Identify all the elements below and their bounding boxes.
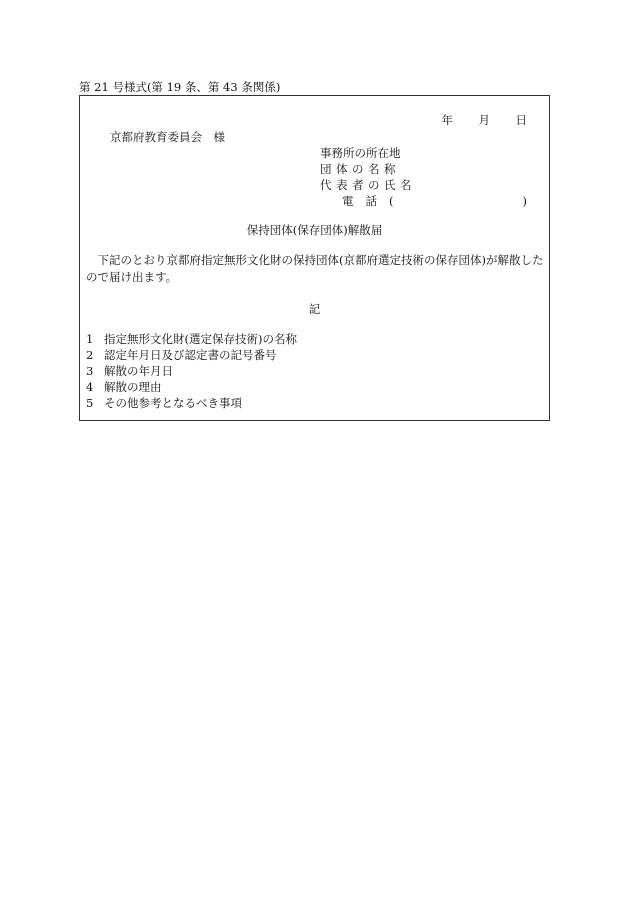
- item-list: [86, 331, 297, 411]
- date-day-label: 日: [515, 113, 527, 127]
- document-title: 保持団体(保存団体)解散届: [246, 223, 383, 237]
- item-text: 認定年月日及び認定書の記号番号: [104, 348, 277, 362]
- office-address-label: 事務所の所在地: [320, 146, 401, 160]
- form-frame: [79, 95, 550, 421]
- item-text: 指定無形文化財(選定保存技術)の名称: [104, 332, 297, 346]
- item-number: 2: [86, 348, 94, 362]
- date-year-label: 年: [441, 113, 453, 127]
- phone-label: 電話(: [342, 194, 406, 208]
- item-number: 5: [86, 396, 94, 410]
- phone-close-paren: ): [522, 194, 527, 208]
- date-month-label: 月: [478, 113, 490, 127]
- representative-label: 代表者の氏名: [320, 178, 416, 192]
- item-text: 解散の理由: [104, 380, 162, 394]
- phone-row: [342, 193, 527, 209]
- item-number: 1: [86, 332, 94, 346]
- ki-heading: 記: [308, 302, 321, 316]
- body-text: 下記のとおり京都府指定無形文化財の保持団体(京都府選定技術の保存団体)が解散したので届け出ます。: [86, 253, 544, 284]
- list-item: [86, 331, 297, 347]
- item-text: その他参考となるべき事項: [104, 396, 242, 410]
- list-item: [86, 347, 297, 363]
- list-item: [86, 379, 297, 395]
- date-row: [416, 112, 527, 128]
- item-number: 3: [86, 364, 94, 378]
- item-number: 4: [86, 380, 94, 394]
- group-name-label: 団体の名称: [320, 162, 400, 176]
- form-number: 第 21 号様式(第 19 条、第 43 条関係): [79, 80, 281, 94]
- item-text: 解散の年月日: [104, 364, 173, 378]
- list-item: [86, 395, 297, 411]
- list-item: [86, 363, 297, 379]
- addressee: 京都府教育委員会 様: [110, 130, 225, 144]
